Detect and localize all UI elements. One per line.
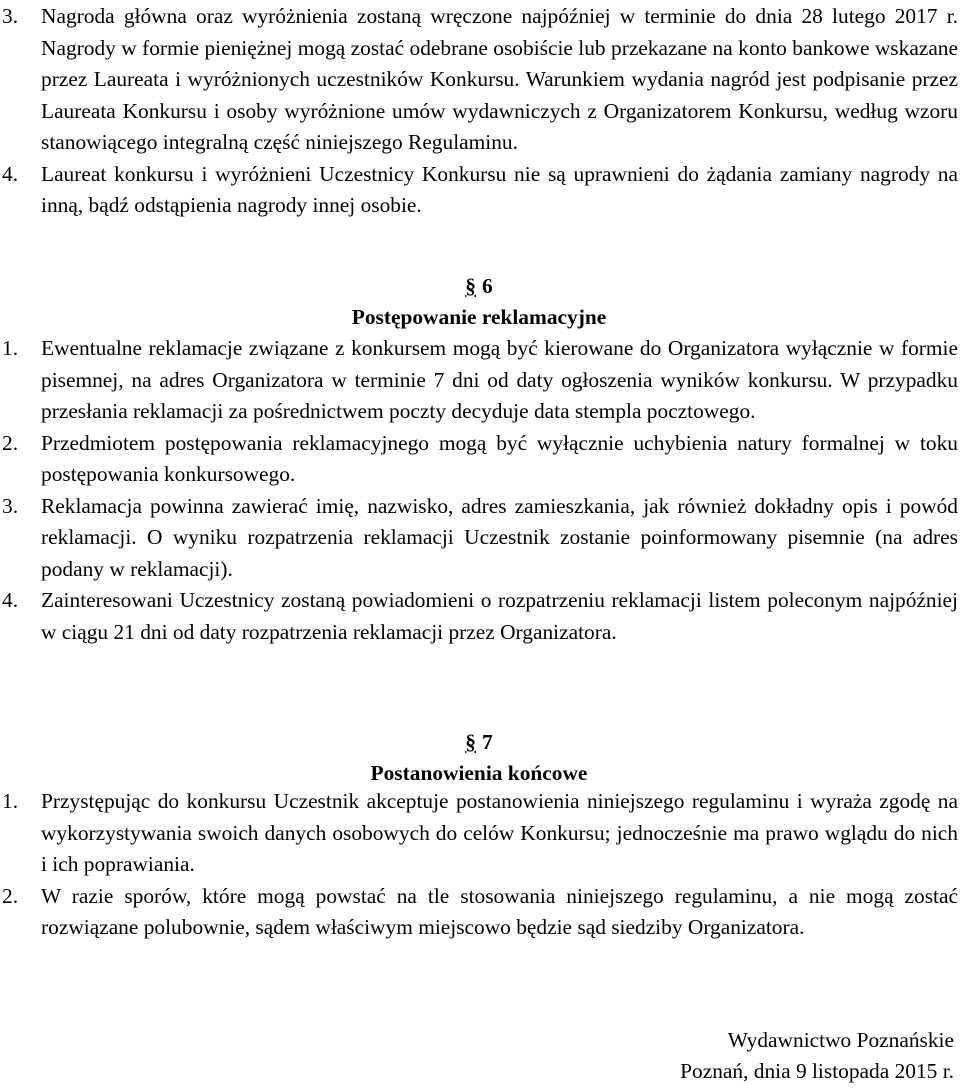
item-number: 2.: [2, 883, 19, 908]
list-item: [0, 159, 958, 222]
list-item: [0, 585, 958, 648]
item-text: Nagroda główna oraz wyróżnienia zostaną wręczone najpóźniej w terminie do dnia 28 lutego 2017 r. Nagrody w formie pieniężnej mogą zostać odebrane osobiście lub przekazane na konto bankowe wskazane przez Laureata i wyróżnionych uczestników Konkursu. Warunkiem wydania nagród jest podpisanie przez Laureata Konkursu i osoby wyróżnione umów wydawniczych z Organizatorem Konkursu, według wzoru stanowiącego integralną część niniejszego Regulaminu.: [41, 4, 958, 154]
paragraph-symbol: §: [465, 274, 476, 298]
list-item: [0, 333, 958, 428]
item-text: W razie sporów, które mogą powstać na tle stosowania niniejszego regulaminu, a nie mogą zostać rozwiązane polubownie, sądem właściwym miejscowo będzie sąd siedziby Organizatora.: [41, 883, 958, 939]
item-text: Reklamacja powinna zawierać imię, nazwisko, adres zamieszkania, jak również dokładny opis i powód reklamacji. O wyniku rozpatrzenia reklamacji Uczestnik zostanie poinformowany pisemnie (na adres podany w reklamacji).: [41, 493, 958, 581]
item-number: 1.: [2, 789, 19, 813]
list-item: [0, 491, 958, 586]
place-date: Poznań, dnia 9 listopada 2015 r.: [680, 1059, 954, 1083]
paragraph-symbol: §: [465, 730, 476, 754]
item-number: 3.: [2, 4, 19, 28]
signature-block: [680, 1025, 954, 1087]
section-7-heading: [0, 727, 958, 789]
section-number: 6: [482, 274, 493, 298]
item-text: Przedmiotem postępowania reklamacyjnego mogą być wyłącznie uchybienia natury formalnej w toku postępowania konkursowego.: [41, 430, 958, 486]
item-text: Laureat konkursu i wyróżnieni Uczestnicy Konkursu nie są uprawnieni do żądania zamiany nagrody na inną, bądź odstąpienia nagrody innej osobie.: [41, 161, 958, 217]
item-number: 1.: [2, 336, 19, 360]
item-number: 4.: [2, 588, 19, 612]
section-6-items: [0, 333, 958, 648]
item-text: Zainteresowani Uczestnicy zostaną powiadomieni o rozpatrzeniu reklamacji listem poleconym najpóźniej w ciągu 21 dni od daty rozpatrzenia reklamacji przez Organizatora.: [41, 588, 958, 644]
section-7-items: [0, 786, 958, 944]
list-item: [0, 428, 958, 491]
item-number: 3.: [2, 493, 19, 518]
item-text: Ewentualne reklamacje związane z konkursem mogą być kierowane do Organizatora wyłącznie w formie pisemnej, na adres Organizatora w terminie 7 dni od daty ogłoszenia wyników konkursu. W przypadku przesłania reklamacji za pośrednictwem poczty decyduje data stempla pocztowego.: [41, 336, 958, 423]
item-text: Przystępując do konkursu Uczestnik akceptuje postanowienia niniejszego regulaminu i wyraża zgodę na wykorzystywania swoich danych osobowych do celów Konkursu; jednocześnie ma prawo wglądu do nich i ich poprawiania.: [41, 789, 958, 876]
section-6-heading: [0, 271, 958, 333]
list-item: [0, 1, 958, 159]
item-number: 2.: [2, 430, 19, 455]
item-number: 4.: [2, 161, 19, 186]
publisher-name: Wydawnictwo Poznańskie: [727, 1028, 954, 1052]
list-item: [0, 786, 958, 881]
section-title: Postanowienia końcowe: [370, 761, 588, 785]
top-items: [0, 1, 958, 222]
list-item: [0, 881, 958, 944]
section-title: Postępowanie reklamacyjne: [351, 305, 607, 329]
section-number: 7: [482, 730, 493, 754]
